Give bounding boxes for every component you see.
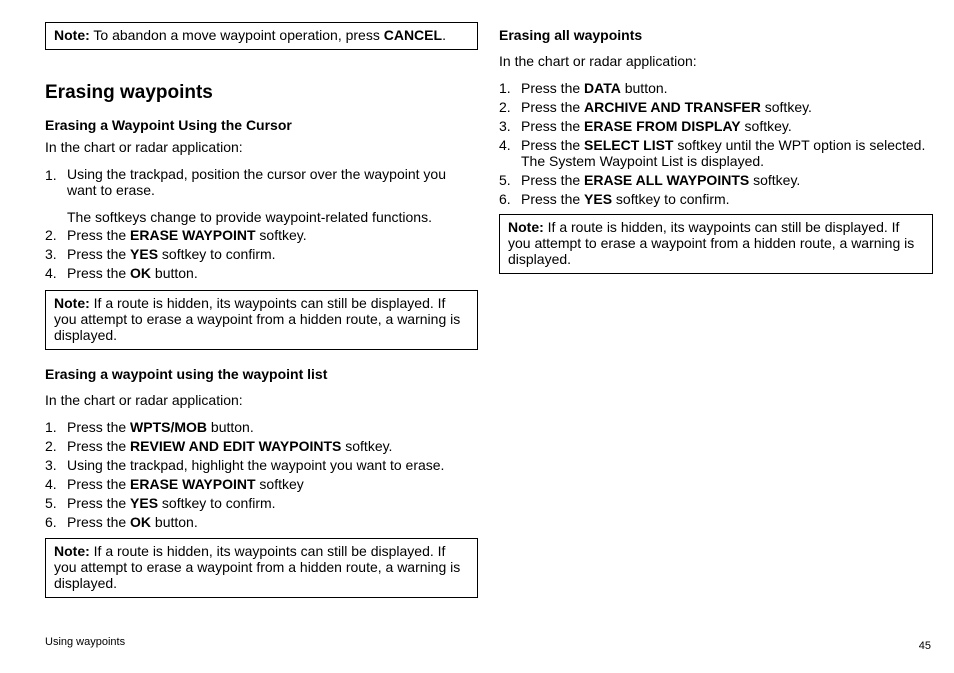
step-number: 3. (45, 457, 57, 473)
step-text-end: softkey. (749, 172, 801, 188)
step-text-end: softkey. (760, 99, 812, 115)
hidden-route-note (45, 290, 478, 350)
step-text: Press the (67, 514, 131, 530)
step-text: Press the (67, 227, 131, 243)
step-number: 4. (499, 137, 511, 153)
step-key: YES (130, 495, 159, 511)
step-text: Press the (521, 172, 585, 188)
list-steps (45, 418, 478, 532)
step-text: Press the (521, 99, 585, 115)
step-key: ERASE WAYPOINT (130, 227, 256, 243)
step-number: 2. (45, 438, 57, 454)
note-label: Note: (54, 27, 90, 43)
note-text: displayed. (54, 575, 118, 591)
note-text: If a route is hidden, its waypoints can still be displayed. If (547, 219, 900, 235)
step-text-end: button. (620, 80, 668, 96)
step-text: Press the (67, 476, 131, 492)
note-text: If a route is hidden, its waypoints can still be displayed. If (93, 295, 446, 311)
step-text-end: button. (151, 514, 198, 530)
cursor-steps-first (45, 166, 478, 198)
step-number: 2. (45, 227, 57, 243)
list-item (499, 190, 933, 209)
step-number: 2. (499, 99, 511, 115)
list-item (45, 456, 478, 475)
list-item (45, 166, 478, 198)
step-key: DATA (584, 80, 621, 96)
step-key: OK (130, 265, 152, 281)
step-text: Press the (521, 80, 585, 96)
heading-erase-all: Erasing all waypoints (499, 27, 643, 43)
intro-text: In the chart or radar application: (499, 53, 697, 69)
erase-all-steps (499, 79, 933, 209)
list-item (45, 245, 478, 264)
cancel-note (45, 22, 478, 50)
hidden-route-note (45, 538, 478, 598)
step-text-end: softkey to confirm. (158, 246, 276, 262)
heading-erase-with-list: Erasing a waypoint using the waypoint list (45, 366, 328, 382)
list-item (499, 171, 933, 190)
step-note-text: The softkeys change to provide waypoint-related functions. (67, 209, 432, 225)
step-number: 6. (45, 514, 57, 530)
section-title: Erasing waypoints (45, 82, 213, 103)
step-text-end: button. (151, 265, 198, 281)
list-item (45, 418, 478, 437)
list-item (45, 494, 478, 513)
note-text-end: . (442, 27, 446, 43)
step-key: ERASE ALL WAYPOINTS (584, 172, 750, 188)
step-text-end: softkey to confirm. (612, 191, 730, 207)
note-text: If a route is hidden, its waypoints can still be displayed. If (93, 543, 446, 559)
note-text: To abandon a move waypoint operation, press (93, 27, 384, 43)
list-item (499, 98, 933, 117)
step-text-end: softkey to confirm. (158, 495, 276, 511)
step-key: YES (584, 191, 613, 207)
step-text: Press the (67, 495, 131, 511)
page-number: 45 (918, 640, 931, 652)
note-text: you attempt to erase a waypoint from a hidden route, a warning is (54, 559, 461, 575)
step-key: SELECT LIST (584, 137, 674, 153)
list-item (45, 437, 478, 456)
step-number: 4. (45, 265, 57, 281)
heading-erase-with-cursor: Erasing a Waypoint Using the Cursor (45, 117, 292, 133)
step-text-end: softkey. (255, 227, 307, 243)
note-text: you attempt to erase a waypoint from a hidden route, a warning is (54, 311, 461, 327)
step-text-end: softkey. (740, 118, 792, 134)
step-number: 5. (45, 495, 57, 511)
step-text: Press the (521, 191, 585, 207)
step-key: YES (130, 246, 159, 262)
note-text: displayed. (508, 251, 572, 267)
list-item (45, 264, 478, 283)
step-text: Press the (521, 118, 585, 134)
step-key: OK (130, 514, 152, 530)
cursor-steps (45, 226, 478, 283)
step-text-cont: The System Waypoint List is displayed. (521, 153, 765, 169)
step-text: Using the trackpad, highlight the waypoint you want to erase. (67, 457, 445, 473)
step-text: Press the (67, 265, 131, 281)
step-text-end: softkey. (341, 438, 393, 454)
note-text: you attempt to erase a waypoint from a hidden route, a warning is (508, 235, 915, 251)
step-key: ARCHIVE AND TRANSFER (584, 99, 761, 115)
step-text: Press the (521, 137, 585, 153)
note-text: displayed. (54, 327, 118, 343)
intro-text: In the chart or radar application: (45, 139, 243, 155)
step-text: Press the (67, 419, 131, 435)
step-text: Using the trackpad, position the cursor over the waypoint you (67, 166, 446, 182)
hidden-route-note (499, 214, 933, 274)
step-key: ERASE WAYPOINT (130, 476, 256, 492)
note-label: Note: (508, 219, 544, 235)
step-number: 4. (45, 476, 57, 492)
list-item (45, 513, 478, 532)
step-number: 1. (45, 419, 57, 435)
step-number: 3. (499, 118, 511, 134)
step-text-end: button. (207, 419, 254, 435)
footer-chapter: Using waypoints (45, 636, 126, 648)
note-label: Note: (54, 543, 90, 559)
note-label: Note: (54, 295, 90, 311)
list-item (499, 136, 933, 171)
step-number: 5. (499, 172, 511, 188)
step-text: Press the (67, 438, 131, 454)
step-text-end: softkey (255, 476, 304, 492)
intro-text: In the chart or radar application: (45, 392, 243, 408)
step-text-cont: want to erase. (67, 182, 155, 198)
step-text-end: softkey until the WPT option is selected. (673, 137, 926, 153)
step-text: Press the (67, 246, 131, 262)
step-key: ERASE FROM DISPLAY (584, 118, 741, 134)
step-number: 1. (499, 80, 511, 96)
cancel-key: CANCEL (383, 27, 443, 43)
step-key: REVIEW AND EDIT WAYPOINTS (130, 438, 342, 454)
step-key: WPTS/MOB (130, 419, 208, 435)
step-number: 3. (45, 246, 57, 262)
list-item (499, 117, 933, 136)
list-item (45, 475, 478, 494)
list-item (499, 79, 933, 98)
list-item (45, 226, 478, 245)
step-number: 1. (45, 167, 57, 183)
step-number: 6. (499, 191, 511, 207)
